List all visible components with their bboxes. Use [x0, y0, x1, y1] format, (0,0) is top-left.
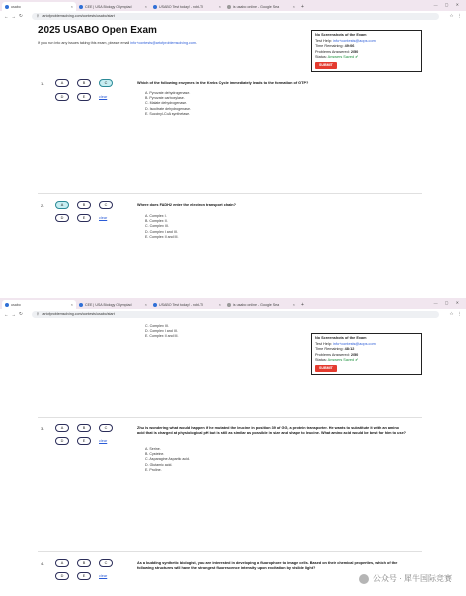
question-divider: [38, 551, 422, 552]
answer-options: A. Pyruvate dehydrogenase. B. Pyruvate carboxylase. C. Malate dehydrogenase. D. Isocitrate dehydrogenase. E. Succinyl-CoA synthetase.: [145, 91, 191, 116]
question-1: 1. A B C D E clear Which of the following enzymes in the Krebs Cycle immediately leads to the formation of GTP? A. Pyruvate dehydrogenase. B. Pyruvate carboxylase. C. Malate dehydrogenase. D. Isocitrate dehydrogenase. E. Succinyl-CoA synthetase.: [38, 79, 438, 149]
new-tab-button[interactable]: [298, 300, 308, 309]
support-email-link[interactable]: info+contests@artofproblemsolving.com: [130, 41, 196, 45]
choice-e[interactable]: E: [77, 214, 91, 222]
question-3: 3. A B C D E clear Zhu is wondering what would happen if he mutated the leucine in position 39 of GG, a protein transporter. He wants to substitute it with an amino acid that is charged at physiological pH but is still as similar as possible in size and shape to leucine. What amino acid would be best for him to use? A. Serine. B. Cysteine. C. Asparagine Aspartic acid. D. Glutamic acid. E. Proline.: [41, 426, 407, 472]
answer-options: A. Complex I. B. Complex II. C. Complex III. D. Complex I and III. E. Complex II and III.: [145, 214, 179, 239]
extensions-icon[interactable]: ⋮: [457, 311, 462, 316]
question-text: Where does FADH2 enter the electron transport chain?: [137, 203, 236, 207]
close-tab-icon[interactable]: ×: [144, 4, 147, 9]
window-controls[interactable]: — ▢ ✕: [433, 300, 462, 305]
panel-heading: No Screenshots of the Exam: [315, 33, 367, 37]
choice-d[interactable]: D: [55, 214, 69, 222]
question-divider: [38, 193, 422, 194]
site-favicon-icon: [153, 303, 157, 307]
problems-answered-row: Problems Answered: 2/50: [315, 352, 359, 357]
panel-heading: No Screenshots of the Exam: [315, 336, 367, 340]
question-4: 4. A B C D E clear As a budding synthetic biologist, you are interested in developing a fluorophore to image cells. Based on their chemical properties, which of the following structures will have the strongest fluorescence intensity upon excitation by visible light?: [38, 559, 438, 593]
plus-icon: +: [301, 3, 304, 10]
choice-c-selected[interactable]: C: [99, 79, 113, 87]
close-tab-icon[interactable]: ×: [218, 302, 221, 307]
choice-c[interactable]: C: [99, 559, 113, 567]
choice-d[interactable]: D: [55, 437, 69, 445]
close-tab-icon[interactable]: ×: [218, 4, 221, 9]
google-favicon-icon: [227, 5, 231, 9]
lock-icon: ⚲: [36, 14, 40, 18]
page-subtitle: If you run into any issues taking this exam, please email info+contests@artofproblemsolving.com.: [38, 41, 198, 45]
new-tab-button[interactable]: [298, 2, 308, 11]
choice-b[interactable]: B: [77, 201, 91, 209]
choice-a-selected[interactable]: A: [55, 201, 69, 209]
choice-a[interactable]: A: [55, 79, 69, 87]
exam-status-panel: [311, 333, 422, 375]
save-status-row: Status: Answers Saved ✔: [315, 358, 359, 363]
tab-bar: [0, 298, 466, 309]
choice-c[interactable]: C: [99, 201, 113, 209]
choice-c[interactable]: C: [99, 424, 113, 432]
submit-button[interactable]: SUBMIT: [315, 62, 337, 69]
answer-options-partial: C. Complex III. D. Complex I and III. E. Complex II and III.: [145, 324, 179, 339]
tab-usabo-test[interactable]: USABO Test today! - robLTI ×: [150, 2, 224, 11]
reload-icon[interactable]: ↻: [19, 13, 23, 18]
tab-usabo-test[interactable]: USABO Test today! - robLTI ×: [150, 300, 224, 309]
choice-d[interactable]: D: [55, 572, 69, 580]
site-favicon-icon: [79, 303, 83, 307]
watermark: 公众号 · 犀牛国际竞赛: [359, 573, 452, 584]
window-controls[interactable]: — ▢ ✕: [433, 2, 462, 7]
clear-answer-link[interactable]: clear: [99, 574, 108, 578]
lock-icon: ⚲: [36, 312, 40, 316]
save-status-row: Status: Answers Saved ✔: [315, 55, 359, 60]
exam-page-top: [0, 21, 466, 293]
time-remaining-value: 49:06: [344, 44, 355, 49]
problems-answered-value: 2/50: [350, 49, 359, 54]
choice-b[interactable]: B: [77, 79, 91, 87]
clear-answer-link[interactable]: clear: [99, 216, 108, 220]
tab-cee[interactable]: CEE | USA Biology Olympiad ×: [76, 2, 150, 11]
question-text: Zhu is wondering what would happen if he mutated the leucine in position 39 of GG, a protein transporter. He wants to substitute it with an amino acid that is charged at physiological pH but is still as similar as possible in size and shape to leucine. What amino acid would be best for him to use?: [137, 426, 407, 435]
reload-icon[interactable]: ↻: [19, 311, 23, 316]
url-field[interactable]: ⚲ artofproblemsolving.com/contests/usabo/start: [32, 13, 440, 20]
question-text: As a budding synthetic biologist, you are interested in developing a fluorophore to image cells. Based on their chemical properties, which of the following structures will have the strongest fluorescence intensity upon excitation by visible light?: [137, 561, 398, 570]
problems-answered-row: Problems Answered: 2/50: [315, 49, 359, 54]
clear-answer-link[interactable]: clear: [99, 439, 108, 443]
forward-icon[interactable]: →: [11, 311, 16, 317]
test-help-row: Test Help: info+contests@aops.com: [315, 38, 376, 43]
choice-b[interactable]: B: [77, 559, 91, 567]
back-icon[interactable]: ←: [4, 13, 9, 19]
tab-google-search[interactable]: is usabo online - Google Sea ×: [224, 300, 298, 309]
help-email-link[interactable]: info+contests@aops.com: [332, 341, 376, 346]
extensions-icon[interactable]: ⋮: [457, 13, 462, 18]
choice-d[interactable]: D: [55, 93, 69, 101]
help-email-link[interactable]: info+contests@aops.com: [332, 38, 376, 43]
close-tab-icon[interactable]: ×: [70, 302, 73, 307]
address-bar: [0, 309, 466, 319]
save-status-value: Answers Saved ✔: [327, 358, 359, 363]
forward-icon[interactable]: →: [11, 13, 16, 19]
tab-cee[interactable]: CEE | USA Biology Olympiad ×: [76, 300, 150, 309]
browser-chrome: [0, 0, 466, 21]
site-favicon-icon: [5, 303, 9, 307]
question-2: 2. A B C D E clear Where does FADH2 enter the electron transport chain? A. Complex I. B. Complex II. C. Complex III. D. Complex I and III. E. Complex II and III.: [38, 201, 438, 271]
choice-b[interactable]: B: [77, 424, 91, 432]
answer-options: A. Serine. B. Cysteine. C. Asparagine Aspartic acid. D. Glutamic acid. E. Proline.: [145, 447, 190, 472]
test-help-row: Test Help: info+contests@aops.com: [315, 341, 376, 346]
site-favicon-icon: [5, 5, 9, 9]
close-tab-icon[interactable]: ×: [70, 4, 73, 9]
google-favicon-icon: [227, 303, 231, 307]
clear-answer-link[interactable]: clear: [99, 95, 108, 99]
page-title: 2025 USABO Open Exam: [38, 25, 157, 36]
save-status-value: Answers Saved ✔: [327, 55, 359, 60]
close-tab-icon[interactable]: ×: [292, 4, 295, 9]
site-favicon-icon: [153, 5, 157, 9]
choice-e[interactable]: E: [77, 93, 91, 101]
question-text: Which of the following enzymes in the Krebs Cycle immediately leads to the formation of GTP?: [137, 81, 309, 85]
choice-a[interactable]: A: [55, 424, 69, 432]
wechat-logo-icon: [359, 574, 369, 584]
tab-bar: [0, 0, 466, 11]
time-remaining-value: 48:12: [344, 347, 355, 352]
time-remaining-row: Time Remaining: 48:12: [315, 347, 355, 352]
star-icon[interactable]: ☆: [449, 13, 454, 18]
plus-icon: +: [301, 301, 304, 308]
star-icon[interactable]: ☆: [449, 311, 454, 316]
exam-page-scrolled: [0, 319, 466, 596]
choice-e[interactable]: E: [77, 437, 91, 445]
back-icon[interactable]: ←: [4, 311, 9, 317]
browser-chrome-2: [0, 298, 466, 319]
site-favicon-icon: [79, 5, 83, 9]
problems-answered-value: 2/50: [350, 352, 359, 357]
question-divider: [38, 417, 422, 418]
url-field[interactable]: ⚲ artofproblemsolving.com/contests/usabo/start: [32, 311, 440, 318]
close-tab-icon[interactable]: ×: [292, 302, 295, 307]
time-remaining-row: Time Remaining: 49:06: [315, 44, 355, 49]
choice-e[interactable]: E: [77, 572, 91, 580]
submit-button[interactable]: SUBMIT: [315, 365, 337, 372]
address-bar: [0, 11, 466, 21]
exam-status-panel: [311, 30, 422, 72]
tab-google-search[interactable]: is usabo online - Google Sea ×: [224, 2, 298, 11]
choice-a[interactable]: A: [55, 559, 69, 567]
tab-usabo[interactable]: usabo ×: [2, 300, 76, 309]
tab-usabo[interactable]: usabo ×: [2, 2, 76, 11]
close-tab-icon[interactable]: ×: [144, 302, 147, 307]
